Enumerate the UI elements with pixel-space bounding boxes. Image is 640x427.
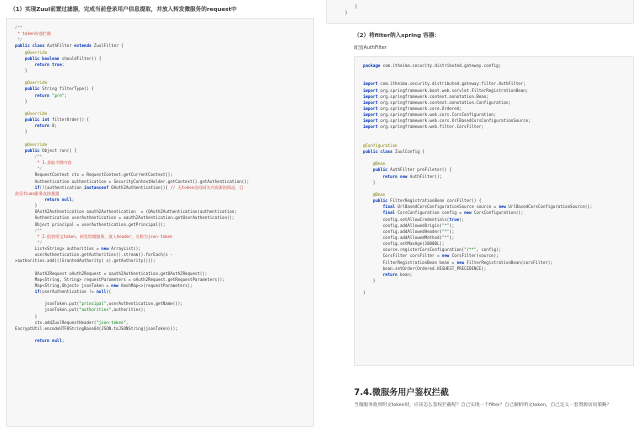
zuul-config-code-line: bean.setOrder(Ordered.HIGHEST_PRECEDENCE); xyxy=(363,265,487,271)
auth-filter-code-line: public boolean shouldFilter() { xyxy=(24,55,102,61)
auth-filter-code-line: Object principal = userAuthentication.getPrincipal(); xyxy=(15,221,166,227)
auth-filter-code-line: >authorities.add(((GrantedAuthority) s).getAuthority())); xyxy=(15,258,156,264)
continuation-code-line: } xyxy=(335,4,358,9)
zuul-config-code-line: final UrlBasedCorsConfigurationSource source = new UrlBasedCorsConfigurationSource(); xyxy=(382,204,593,210)
zuul-config-code-line: import org.springframework.context.annotation.Bean; xyxy=(363,93,489,99)
auth-filter-code-line: */ xyxy=(15,239,43,245)
zuul-config-code-line: public class ZuulConfig { xyxy=(363,148,425,154)
zuul-config-code-line: @Bean xyxy=(363,191,386,197)
auth-filter-code-line: } xyxy=(15,67,28,73)
zuul-config-code-line: config.addAllowedHeader("*"); xyxy=(363,228,455,234)
auth-filter-code-line: return null; xyxy=(34,338,65,344)
auth-filter-code-line: /** xyxy=(15,153,43,159)
auth-filter-code-line: public int filterOrder() { xyxy=(24,117,89,123)
auth-filter-code-line: @Override xyxy=(15,141,48,147)
code-block-continuation xyxy=(326,0,634,24)
zuul-config-code-line: package com.itheima.security.distributed.gateway.config; xyxy=(363,63,502,68)
auth-filter-code-line: public Object run() { xyxy=(24,147,77,153)
auth-filter-code-line: return true; xyxy=(34,61,65,67)
zuul-config-code-line: final CorsConfiguration config = new CorsConfiguration(); xyxy=(382,210,524,216)
auth-filter-code-line: OAuth2Authentication oauth2Authentication = (OAuth2Authentication)authentication; xyxy=(15,209,237,215)
zuul-config-code-line: public AuthFilter preFileter() { xyxy=(372,167,452,173)
auth-filter-code-line: */ xyxy=(15,166,43,172)
zuul-config-code-line: config.setAllowCredentials(true); xyxy=(363,216,465,222)
left-column xyxy=(6,0,314,427)
zuul-config-code-line: return bean; xyxy=(382,271,413,277)
zuul-config-code-line: import org.springframework.context.annotation.Configuration; xyxy=(363,99,511,105)
auth-filter-code-line: if(userAuthentication != null){ xyxy=(34,289,112,295)
auth-filter-code-line: /** xyxy=(15,25,23,30)
section-heading-spring-container: （2）将filter纳入spring 容器： xyxy=(354,33,440,39)
auth-filter-code-line: * 1.获取令牌内容 xyxy=(15,160,72,166)
auth-filter-code-line: RequestContext ctx = RequestContext.getCurrentContext(); xyxy=(15,172,173,178)
zuul-config-code-line: config.addAllowedOrigin("*"); xyxy=(363,222,455,228)
zuul-config-code-line: CorsFilter corsFilter = new CorsFilter(source); xyxy=(363,253,499,259)
auth-filter-code-line: 前仅有uaa服务直接暴露 xyxy=(15,190,60,196)
section-heading-zuul-filter: （1）实现Zuul前置过滤器，完成当前登录用户信息提取，并放入转发微服务的request中 xyxy=(10,7,237,13)
zuul-config-code-line: import org.springframework.web.cors.UrlBasedCorsConfigurationSource; xyxy=(363,118,531,124)
zuul-config-code-line: import org.springframework.boot.web.servlet.FilterRegistrationBean; xyxy=(363,87,529,93)
auth-filter-code-line: return "pre"; xyxy=(34,92,67,98)
zuul-config-code-line: } xyxy=(363,290,366,296)
code-block-zuul-config xyxy=(354,56,634,366)
auth-filter-code-line: } xyxy=(15,129,28,135)
zuul-config-code-line: import org.springframework.core.Ordered; xyxy=(363,105,462,111)
zuul-config-code-line: import org.springframework.web.cors.CorsConfiguration; xyxy=(363,112,497,118)
auth-filter-code-line: @Override xyxy=(15,110,48,116)
zuul-config-code-line: FilterRegistrationBean bean = new FilterRegistrationBean(corsFilter); xyxy=(363,259,553,265)
auth-filter-code-line: return 0; xyxy=(34,123,57,129)
auth-filter-code-line: EncryptUtil.encodeUTF8StringBase64(JSON.toJSONString(jsonToken))); xyxy=(15,325,178,331)
section-title-user-auth: 7.4.微服务用户鉴权拦截 xyxy=(354,388,449,398)
auth-filter-code-line: } xyxy=(15,98,28,104)
zuul-config-code-line: source.registerCorsConfiguration("/**", config); xyxy=(363,247,502,253)
auth-filter-code-line: ctx.addZuulRequestHeader("json-token", xyxy=(15,319,129,325)
zuul-config-code-line: import org.springframework.web.filter.CorsFilter; xyxy=(363,124,484,130)
auth-filter-code-line: @Override xyxy=(15,49,48,55)
auth-filter-code-line: userAuthentication.getAuthorities().stream().forEach(s - xyxy=(15,252,173,258)
auth-filter-code-line: */ xyxy=(15,37,23,43)
auth-filter-code-line: Map<String, String> requestParameters = oAuth2Request.getRequestParameters(); xyxy=(15,276,225,282)
auth-filter-code-line: if(!(authentication instanceof OAuth2Authentication)){ // 无token访问网关内资源的情况，目 xyxy=(34,184,244,190)
config-subheading: 配置AuthFilter xyxy=(354,46,387,51)
zuul-config-code-line: config.addAllowedMethod("*"); xyxy=(363,234,455,240)
zuul-config-code-line: } xyxy=(363,179,376,185)
zuul-config-code-line: public FilterRegistrationBean corsFilter() { xyxy=(372,198,482,204)
auth-filter-code-line: OAuth2Request oAuth2Request = oauth2Authentication.getOAuth2Request(); xyxy=(15,270,208,276)
auth-filter-code-line: } xyxy=(15,313,38,319)
zuul-config-code-line: @Configuration xyxy=(363,142,398,148)
auth-filter-code-line: * token传递拦截 xyxy=(15,31,52,37)
code-block-auth-filter xyxy=(6,18,314,427)
auth-filter-code-line: Map<String,Object> jsonToken = new HashMap<>(requestParameters); xyxy=(15,282,193,288)
zuul-config-code-line: import com.itheima.security.distributed.gateway.filter.AuthFilter; xyxy=(363,81,526,87)
auth-filter-code-line: } xyxy=(15,203,38,209)
auth-filter-code-line: Authentication userAuthentication = oauth2Authentication.getUserAuthentication(); xyxy=(15,215,235,221)
continuation-code-line: } xyxy=(335,10,348,16)
section-paragraph: 当微服务收到明文token时，应该怎么鉴权拦截呢？自己实现一个filter？自己解析明文token，自己定义一套资源访问策略？ xyxy=(354,403,612,408)
auth-filter-code-line: jsonToken.put("authorities",authorities); xyxy=(15,307,146,313)
auth-filter-code-line: List<String> authorities = new ArrayList(); xyxy=(15,246,141,252)
zuul-config-code-line: } xyxy=(363,277,376,283)
auth-filter-code-line: public class AuthFilter extends ZuulFilter { xyxy=(15,43,124,49)
auth-filter-code-line: Authentication authentication = SecurityContextHolder.getContext().getAuthentication(); xyxy=(15,178,250,184)
auth-filter-code-line: /** xyxy=(15,227,43,233)
auth-filter-code-line: * 2.组装明文token，转发给微服务，放入header，名称为json-token xyxy=(15,233,173,239)
auth-filter-code-line: @Override xyxy=(15,80,48,86)
auth-filter-code-line: public String filterType() { xyxy=(24,86,94,92)
auth-filter-code-line: return null; xyxy=(44,196,75,202)
zuul-config-code-line: config.setMaxAge(18000L); xyxy=(363,241,445,247)
auth-filter-code-line: jsonToken.put("principal",userAuthentication.getName()); xyxy=(15,301,183,307)
right-column xyxy=(326,0,634,427)
zuul-config-code-line: @Bean xyxy=(363,161,386,167)
zuul-config-code-line: return new AuthFilter(); xyxy=(382,173,442,179)
